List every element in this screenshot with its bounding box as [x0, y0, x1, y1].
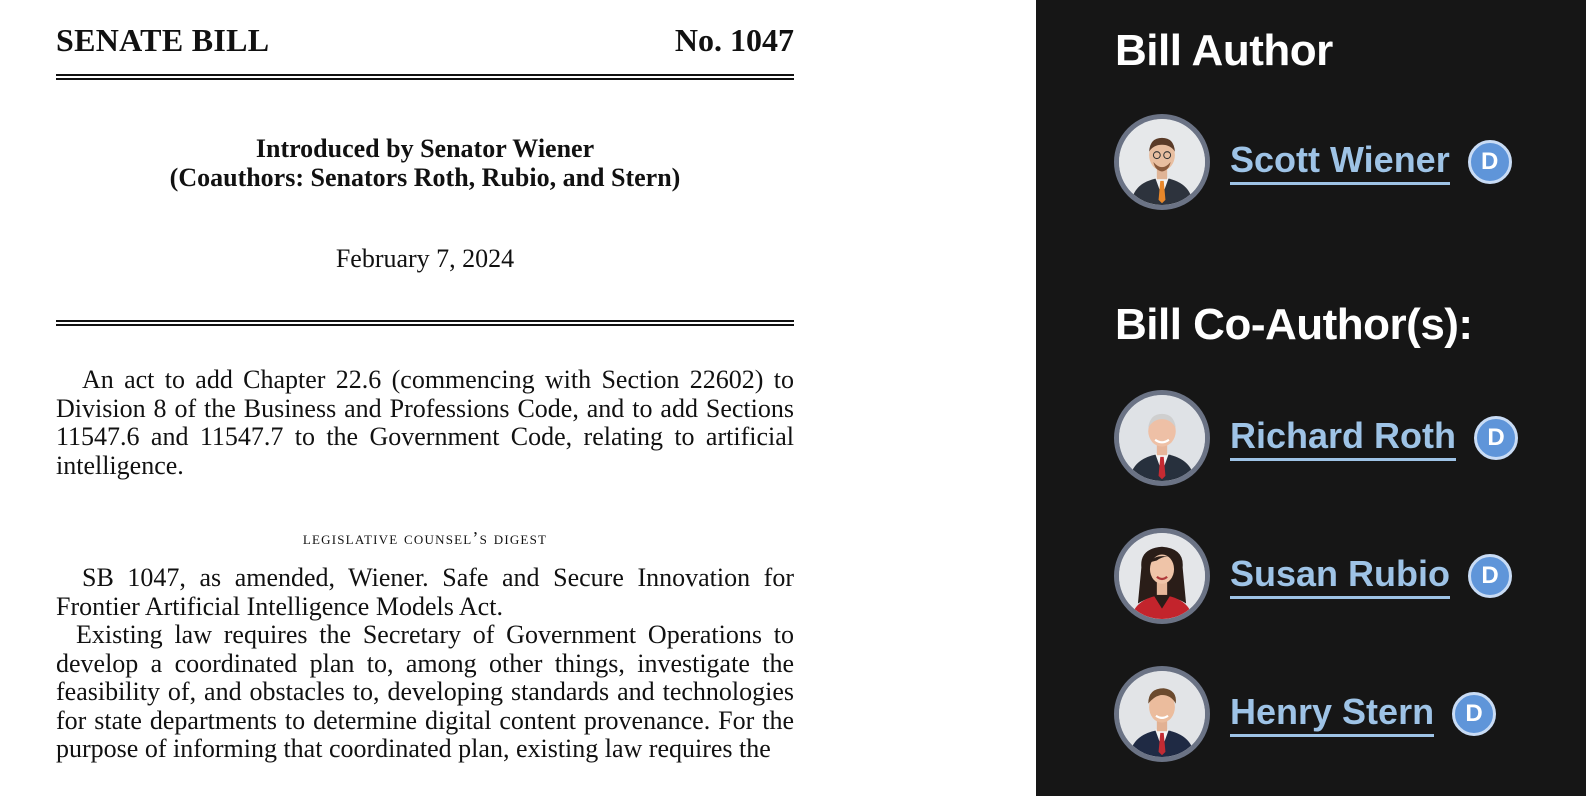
coauthor-name-link[interactable]: Susan Rubio	[1230, 554, 1450, 599]
act-text: An act to add Chapter 22.6 (commencing with Section 22602) to Division 8 of the Business and Professions Code, and to add Sections 11547.6 and 11547.7 to the Government Code, relating to artificial intelligence.	[56, 365, 794, 480]
digest-summary: SB 1047, as amended, Wiener. Safe and Secure Innovation for Frontier Artificial Intelligence Models Act.	[56, 563, 794, 621]
avatar[interactable]	[1114, 666, 1210, 762]
avatar[interactable]	[1114, 390, 1210, 486]
coauthor-card-henry-stern	[1114, 662, 1496, 766]
person-portrait-icon	[1119, 119, 1205, 205]
header-rule	[56, 74, 794, 80]
coauthor-card-susan-rubio	[1114, 524, 1512, 628]
coauthor-name-link[interactable]: Henry Stern	[1230, 692, 1434, 737]
person-portrait-icon	[1119, 671, 1205, 757]
author-card-scott-wiener	[1114, 110, 1512, 214]
avatar[interactable]	[1114, 114, 1210, 210]
avatar[interactable]	[1114, 528, 1210, 624]
party-badge: D	[1468, 554, 1512, 598]
digest-heading: legislative counsel’s digest	[302, 528, 548, 548]
act-paragraph	[56, 366, 794, 480]
person-portrait-icon	[1119, 533, 1205, 619]
digest-existing-law: Existing law requires the Secretary of Government Operations to develop a coordinated plan to, among other things, investigate the feasibility of, and obstacles to, developing standards and technologies for state departments to determine digital content provenance. For the purpose of informing that coordinated plan, existing law requires the	[56, 620, 794, 764]
bill-coauthor-title: Bill Co-Author(s):	[1115, 300, 1473, 349]
bill-number: No. 1047	[674, 22, 794, 58]
party-badge: D	[1452, 692, 1496, 736]
bill-authors-panel	[1036, 0, 1586, 796]
coauthors-line: (Coauthors: Senators Roth, Rubio, and Stern)	[169, 163, 681, 192]
bill-author-title: Bill Author	[1115, 26, 1333, 75]
introduction-block	[56, 134, 794, 192]
bill-date: February 7, 2024	[335, 244, 515, 273]
person-portrait-icon	[1119, 395, 1205, 481]
coauthor-card-richard-roth	[1114, 386, 1518, 490]
author-name-link[interactable]: Scott Wiener	[1230, 140, 1450, 185]
introduced-by: Introduced by Senator Wiener	[255, 134, 595, 163]
party-badge: D	[1468, 140, 1512, 184]
date-rule	[56, 320, 794, 326]
bill-type: SENATE BILL	[56, 22, 270, 58]
coauthor-name-link[interactable]: Richard Roth	[1230, 416, 1456, 461]
party-badge: D	[1474, 416, 1518, 460]
